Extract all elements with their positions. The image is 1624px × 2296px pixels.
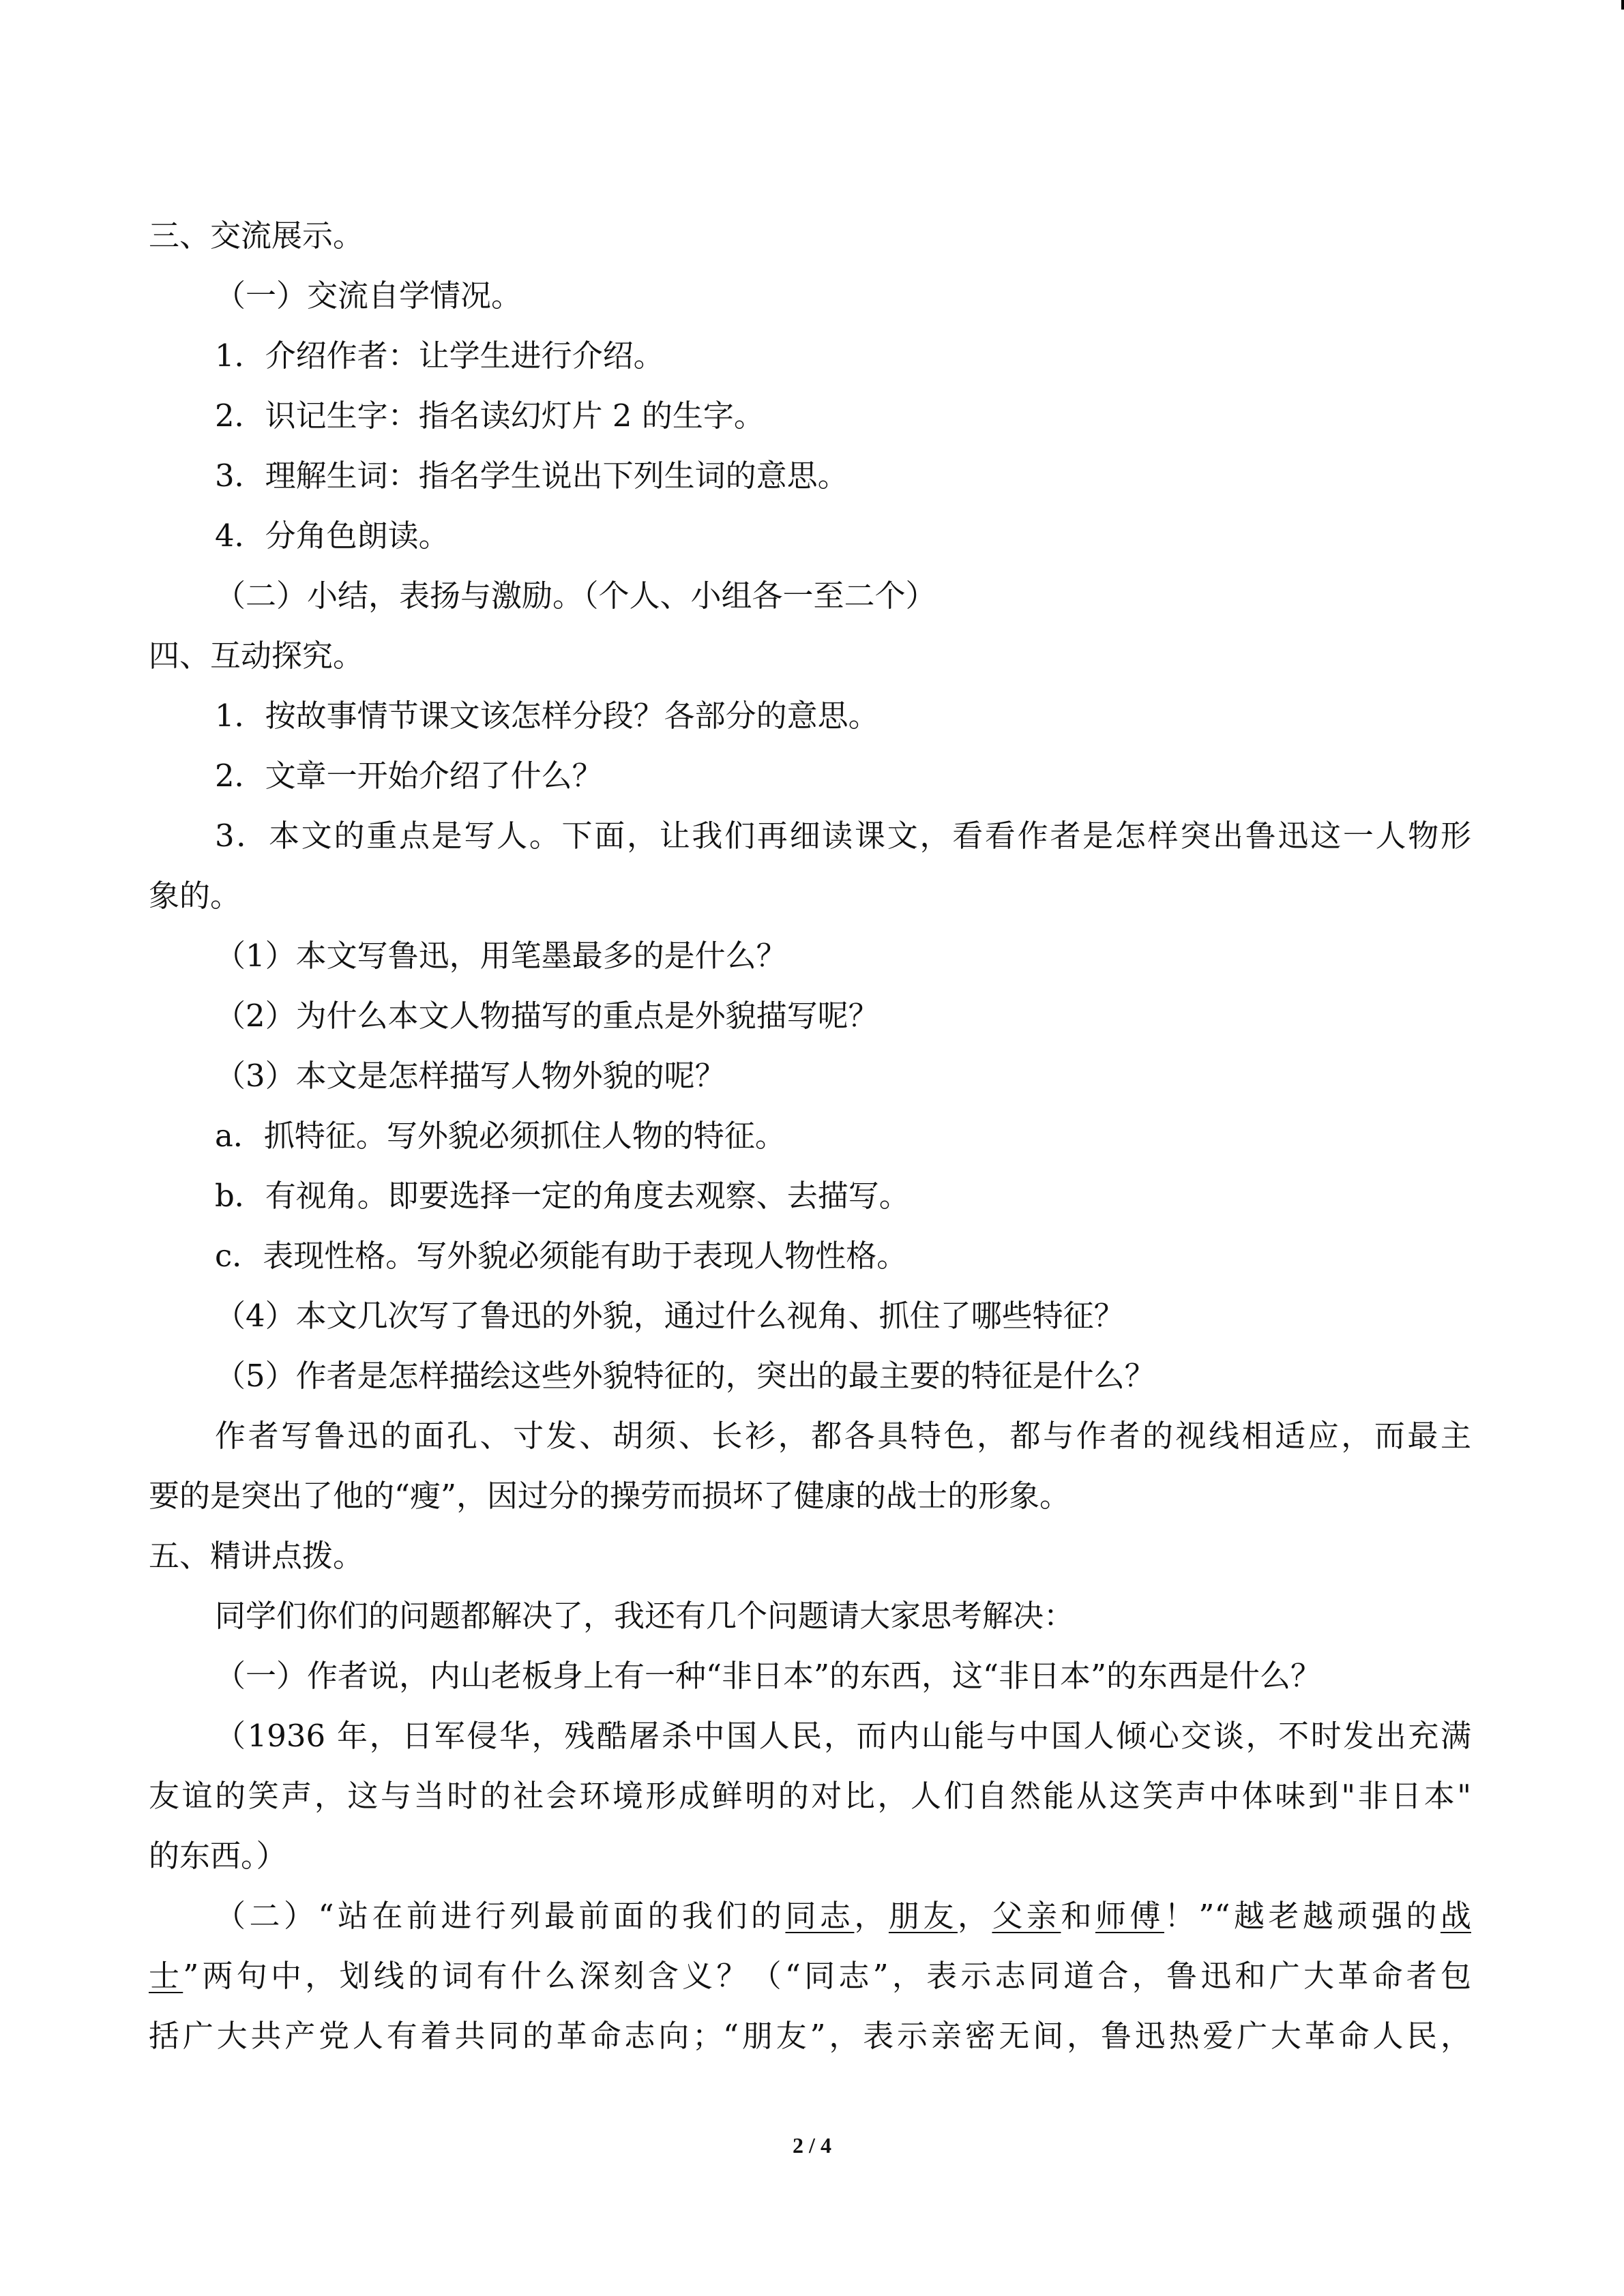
section-4-question-5: （5）作者是怎样描绘这些外貌特征的，突出的最主要的特征是什么？ — [215, 1358, 1155, 1394]
section-4-point-a: a．抓特征。写外貌必须抓住人物的特征。 — [215, 1118, 786, 1154]
underlined-word-warrior-part1: 战 — [1440, 1898, 1471, 1934]
section-4-question-4: （4）本文几次写了鲁迅的外貌，通过什么视角、抓住了哪些特征？ — [215, 1298, 1125, 1334]
section-4-question-1: （1）本文写鲁迅，用笔墨最多的是什么？ — [215, 938, 787, 974]
underlined-word-comrade: 同志 — [785, 1898, 855, 1934]
section-5-question-1: （一）作者说，内山老板身上有一种“非日本”的东西，这“非日本”的东西是什么？ — [215, 1658, 1322, 1694]
section-5-question-2 — [215, 1897, 1471, 1935]
section-3-subheading-1: （一）交流自学情况。 — [215, 278, 522, 314]
q2-text-prefix: （二）“站在前进行列最前面的我们的 — [215, 1898, 786, 1934]
section-4-paragraph-cont: 要的是突出了他的“瘦”，因过分的操劳而损坏了健康的战士的形象。 — [149, 1478, 1071, 1514]
q2-comma-2: ， — [957, 1898, 992, 1934]
section-5-question-2-cont2: 括广大共产党人有着共同的革命志向；“朋友”，表示亲密无间，鲁迅热爱广大革命人民， — [149, 2018, 1471, 2054]
section-3-heading: 三、交流展示。 — [149, 218, 364, 254]
section-3-item-1: 1．介绍作者：让学生进行介绍。 — [215, 338, 664, 374]
section-4-paragraph: 作者写鲁迅的面孔、寸发、胡须、长衫，都各具特色，都与作者的视线相适应，而最主 — [215, 1418, 1471, 1454]
underlined-word-friend: 朋友 — [888, 1898, 958, 1934]
underlined-word-warrior-part2: 士 — [149, 1958, 183, 1994]
underlined-word-master: 师傅 — [1095, 1898, 1164, 1934]
section-3-item-2: 2．识记生字：指名读幻灯片 2 的生字。 — [215, 398, 765, 434]
section-4-item-2: 2．文章一开始介绍了什么？ — [215, 758, 603, 794]
section-5-answer-1: （1936 年，日军侵华，残酷屠杀中国人民，而内山能与中国人倾心交谈，不时发出充满 — [215, 1718, 1471, 1754]
section-5-answer-1-end: 的东西。） — [149, 1838, 287, 1874]
q2-text-middle: ！”“越老越顽强的 — [1164, 1898, 1441, 1934]
page-corner-mark — [1621, 0, 1624, 10]
section-4-heading: 四、互动探究。 — [149, 638, 364, 674]
q2-and: 和 — [1061, 1898, 1095, 1934]
section-5-question-2-cont — [149, 1957, 1471, 1995]
section-5-answer-1-cont: 友谊的笑声，这与当时的社会环境形成鲜明的对比，人们自然能从这笑声中体味到"非日本" — [149, 1778, 1471, 1814]
section-4-item-3-cont: 象的。 — [149, 878, 241, 914]
section-3-subheading-2: （二）小结，表扬与激励。（个人、小组各一至二个） — [215, 578, 936, 614]
section-5-intro: 同学们你们的问题都解决了，我还有几个问题请大家思考解决： — [215, 1598, 1075, 1634]
section-3-item-3: 3．理解生词：指名学生说出下列生词的意思。 — [215, 458, 848, 494]
section-4-point-c: c．表现性格。写外貌必须能有助于表现人物性格。 — [215, 1238, 908, 1274]
underlined-word-father: 父亲 — [992, 1898, 1061, 1934]
section-4-item-1: 1．按故事情节课文该怎样分段？各部分的意思。 — [215, 698, 879, 734]
section-4-question-2: （2）为什么本文人物描写的重点是外貌描写呢？ — [215, 998, 879, 1034]
section-5-heading: 五、精讲点拨。 — [149, 1538, 364, 1574]
section-4-question-3: （3）本文是怎样描写人物外貌的呢？ — [215, 1058, 726, 1094]
q2-text-rest: ”两句中，划线的词有什么深刻含义？（“同志”，表示志同道合，鲁迅和广大革命者包 — [183, 1958, 1471, 1994]
section-4-item-3: 3．本文的重点是写人。下面，让我们再细读课文，看看作者是怎样突出鲁迅这一人物形 — [215, 818, 1471, 854]
q2-comma-1: ， — [854, 1898, 889, 1934]
section-3-item-4: 4．分角色朗读。 — [215, 518, 449, 554]
page-number: 2 / 4 — [793, 2133, 831, 2158]
section-4-point-b: b．有视角。即要选择一定的角度去观察、去描写。 — [215, 1178, 910, 1214]
